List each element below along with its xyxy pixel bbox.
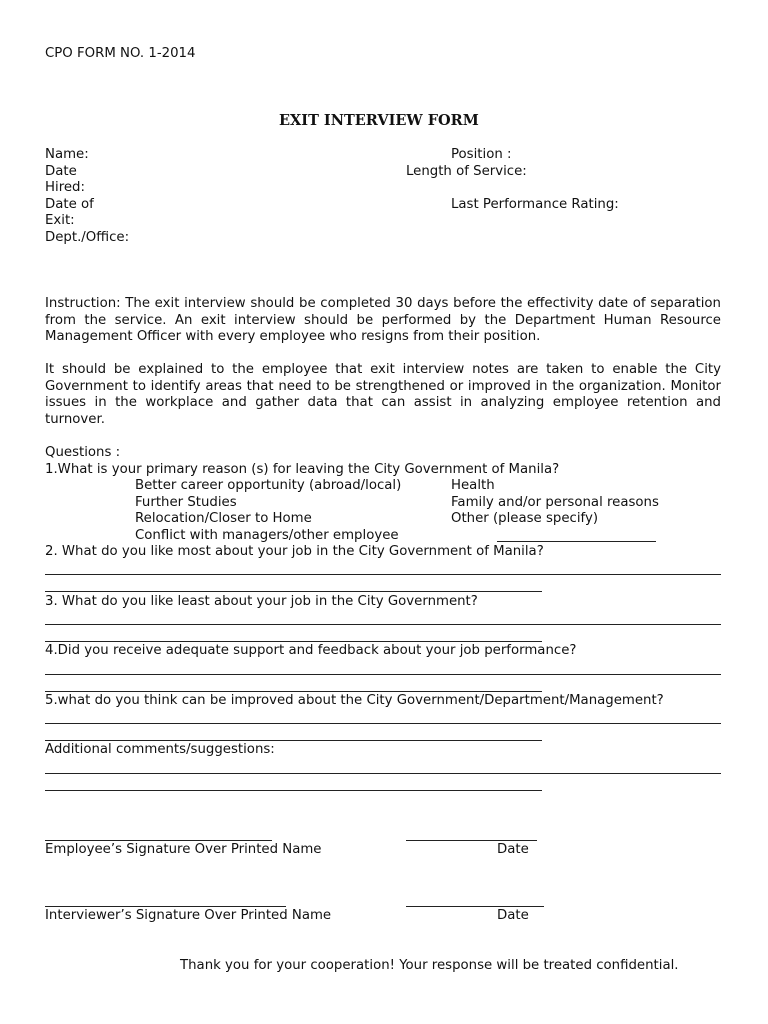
employee-date-line[interactable]: [406, 840, 537, 841]
explanation-paragraph: It should be explained to the employee that exit interview notes are taken to enable the City Government to identify areas that need to be strengthened or improved in the organization. Monitor issues in the workplace and gather data that can assist in analyzing employee retention and turnover.: [45, 362, 721, 427]
reason-career: Better career opportunity (abroad/local): [135, 478, 402, 493]
answer-2-line-1[interactable]: [45, 574, 721, 575]
reason-health: Health: [451, 478, 495, 493]
length-of-service-label: Length of Service:: [406, 164, 527, 179]
last-performance-rating-label: Last Performance Rating:: [451, 197, 619, 212]
employee-date-label: Date: [497, 842, 529, 857]
date-hired-label-2: Hired:: [45, 180, 85, 195]
answer-3-line-2[interactable]: [45, 641, 542, 642]
answer-5-line-1[interactable]: [45, 723, 721, 724]
reason-other: Other (please specify): [451, 511, 599, 526]
answer-5-line-2[interactable]: [45, 740, 542, 741]
additional-comments-label: Additional comments/suggestions:: [45, 742, 275, 757]
interviewer-date-label: Date: [497, 908, 529, 923]
question-4: 4.Did you receive adequate support and feedback about your job performance?: [45, 643, 577, 658]
question-1: 1.What is your primary reason (s) for leaving the City Government of Manila?: [45, 462, 560, 477]
reason-relocation: Relocation/Closer to Home: [135, 511, 312, 526]
footer-note: Thank you for your cooperation! Your response will be treated confidential.: [180, 958, 679, 973]
interviewer-date-line[interactable]: [406, 906, 544, 907]
answer-4-line-2[interactable]: [45, 691, 542, 692]
question-3: 3. What do you like least about your job in the City Government?: [45, 594, 478, 609]
date-exit-label-1: Date of: [45, 197, 94, 212]
comments-line-1[interactable]: [45, 773, 721, 774]
page-title: EXIT INTERVIEW FORM: [279, 112, 479, 129]
question-5: 5.what do you think can be improved about the City Government/Department/Management?: [45, 693, 664, 708]
employee-signature-label: Employee’s Signature Over Printed Name: [45, 842, 322, 857]
dept-office-label: Dept./Office:: [45, 230, 130, 245]
interviewer-signature-line[interactable]: [45, 906, 286, 907]
answer-2-line-2[interactable]: [45, 591, 542, 592]
answer-4-line-1[interactable]: [45, 674, 721, 675]
date-hired-label-1: Date: [45, 164, 77, 179]
answer-3-line-1[interactable]: [45, 624, 721, 625]
instruction-paragraph: Instruction: The exit interview should be completed 30 days before the effectivity date of separation from the service. An exit interview should be performed by the Department Human Resource Management Officer with every employee who resigns from their position.: [45, 296, 721, 344]
comments-line-2[interactable]: [45, 790, 542, 791]
question-2: 2. What do you like most about your job in the City Government of Manila?: [45, 544, 544, 559]
reason-family: Family and/or personal reasons: [451, 495, 659, 510]
date-exit-label-2: Exit:: [45, 213, 75, 228]
reason-studies: Further Studies: [135, 495, 237, 510]
name-label: Name:: [45, 147, 89, 162]
questions-heading: Questions :: [45, 445, 121, 460]
other-specify-line[interactable]: [497, 541, 656, 542]
interviewer-signature-label: Interviewer’s Signature Over Printed Name: [45, 908, 332, 923]
form-number: CPO FORM NO. 1-2014: [45, 46, 196, 61]
employee-signature-line[interactable]: [45, 840, 272, 841]
reason-conflict: Conflict with managers/other employee: [135, 528, 399, 543]
position-label: Position :: [451, 147, 512, 162]
